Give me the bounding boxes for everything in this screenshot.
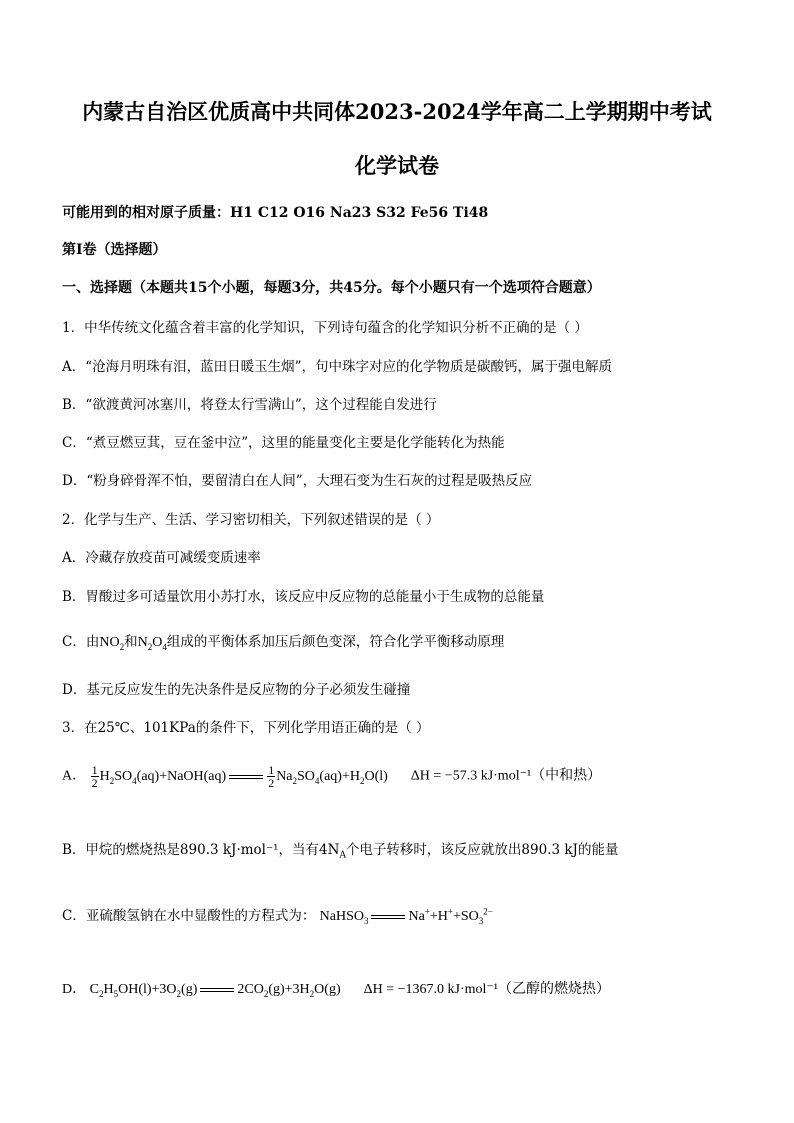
question-3-stem: 3．在25℃、101KPa的条件下，下列化学用语正确的是（ ） [62, 720, 430, 736]
part-title: 第Ⅰ卷（选择题） [62, 242, 167, 258]
equation-a: $\frac{1}{2}$ $H_2SO_4(aq)+NaOH(aq)$ $\frac{1}{2}$ $Na_2SO_4(aq)+H_2O(l)$ [91, 763, 392, 790]
question-1-stem: 1．中华传统文化蕴含着丰富的化学知识，下列诗句蕴含的化学知识分析不正确的是（ ） [62, 320, 588, 336]
q3a-label: A． [62, 768, 87, 784]
question-2-option-c [62, 630, 504, 652]
question-1-option-c: C．“煮豆燃豆萁，豆在釜中泣”，这里的能量变化主要是化学能转化为热能 [62, 435, 505, 451]
question-3-option-d [62, 978, 610, 999]
q3d-delta-h: ΔH = −1367.0 kJ·mol⁻¹（乙醇的燃烧热） [363, 982, 610, 997]
atomic-masses-line: 可能用到的相对原子质量：H1 C12 O16 Na23 S32 Fe56 Ti48 [62, 205, 489, 221]
exam-subtitle: 化学试卷 [355, 153, 439, 178]
q2c-suffix: 组成的平衡体系加压后颜色变深，符合化学平衡移动原理 [166, 634, 505, 650]
question-2-option-d: D．基元反应发生的先决条件是反应物的分子必须发生碰撞 [62, 682, 411, 698]
n2o4-formula: $N_2O_4$ [137, 635, 167, 652]
question-2-option-b: B．胃酸过多可适量饮用小苏打水，该反应中反应物的总能量小于生成物的总能量 [62, 589, 545, 605]
q3a-delta-h: ΔH = −57.3 kJ·mol⁻¹（中和热） [410, 768, 602, 784]
section-title: 一、选择题（本题共15个小题，每题3分，共45分。每个小题只有一个选项符合题意） [62, 280, 601, 296]
no2-formula: $NO_2$ [99, 635, 125, 652]
question-2-option-a: A．冷藏存放疫苗可减缓变质速率 [62, 550, 261, 566]
exam-title: 内蒙古自治区优质高中共同体2023-2024学年高二上学期期中考试 [82, 99, 712, 124]
question-3-option-b: B．甲烷的燃烧热是890.3 kJ·mol⁻¹，当有$4N_A$个电子转移时，该反应就放出890.3 kJ的能量 [62, 842, 619, 861]
q2c-and: 和 [124, 634, 138, 650]
q3d-label: D． [62, 982, 87, 997]
equation-c: NaHSO$_3$ $Na^++H^++SO_3^{2-}$ [319, 906, 493, 926]
equation-d: $C_2H_5OH(l)+3O_2(g)$ $2CO_2(g)+3H_2O(g)$ [89, 982, 341, 999]
question-2-stem: 2．化学与生产、生活、学习密切相关，下列叙述错误的是（ ） [62, 512, 440, 528]
question-3-option-a [62, 764, 601, 789]
question-1-option-b: B．“欲渡黄河冰塞川，将登太行雪满山”，这个过程能自发进行 [62, 397, 437, 413]
question-1-option-d: D．“粉身碎骨浑不怕，要留清白在人间”，大理石变为生石灰的过程是吸热反应 [62, 473, 533, 489]
q2c-prefix: C．由 [62, 634, 100, 650]
question-3-option-c: C．亚硫酸氢钠在水中显酸性的方程式为： NaHSO$_3$ $Na^++H^++SO_3^{2-}$ [62, 906, 493, 926]
question-1-option-a: A．“沧海月明珠有泪，蓝田日暖玉生烟”，句中珠字对应的化学物质是碳酸钙，属于强电解质 [62, 359, 613, 375]
